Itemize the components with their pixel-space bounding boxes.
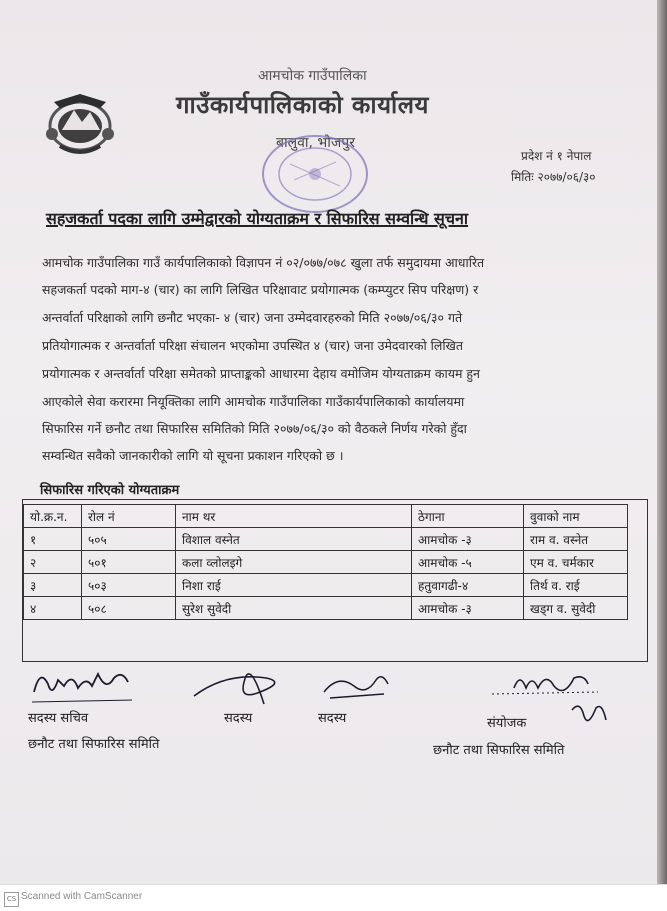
- table-row: [24, 528, 628, 551]
- member-secretary-label: सदस्य सचिव: [28, 711, 89, 726]
- page-edge-shadow: [657, 0, 667, 884]
- cell-roll: ५०३: [82, 574, 176, 597]
- committee-label-right: छनौट तथा सिफारिस समिति: [433, 743, 565, 758]
- member-label: सदस्य: [224, 711, 253, 726]
- cell-father: राम व. वस्नेत: [524, 528, 628, 551]
- table-row: [24, 551, 628, 574]
- cell-father: खड्ग व. सुवेदी: [524, 597, 628, 620]
- col-header-father: वुवाको नाम: [524, 505, 628, 528]
- cell-address: हतुवागढी-४: [412, 574, 524, 597]
- cell-roll: ५०५: [82, 528, 176, 551]
- notice-line: प्रतियोगात्मक र अन्तर्वार्ता परिक्षा संचालन भएकोमा उपस्थित ४ (चार) जना उमेदवारको लिखित: [42, 338, 463, 353]
- cell-address: आमचोक -५: [412, 551, 524, 574]
- nepal-emblem-icon: [40, 88, 120, 158]
- notice-line: सम्वन्धित सवैको जानकारीको लागि यो सूचना प्रकाशन गरिएको छ ।: [42, 448, 344, 463]
- cell-name: विशाल वस्नेत: [176, 528, 412, 551]
- cell-address: आमचोक -३: [412, 528, 524, 551]
- cell-roll: ५०१: [82, 551, 176, 574]
- recommendation-table-frame: [22, 499, 648, 662]
- table-row: [24, 574, 628, 597]
- notice-line: आमचोक गाउँपालिका गाउँ कार्यपालिकाको विज्ञापन नं ०२/०७७/०७८ खुला तर्फ समुदायमा आधारित: [42, 255, 485, 270]
- office-location: बालुवा, भोजपुर: [276, 135, 355, 151]
- notice-line: आएकोले सेवा करारमा नियूक्तिका लागि आमचोक गाउँपालिका गाउँकार्यपालिकाको कार्यालयमा: [42, 394, 465, 409]
- table-title: सिफारिस गरिएको योग्यताक्रम: [40, 483, 180, 498]
- col-header-address: ठेगाना: [412, 505, 524, 528]
- municipality-name: आमचोक गाउँपालिका: [258, 68, 367, 84]
- notice-line: सहजकर्ता पदको माग-४ (चार) का लागि लिखित परिक्षावाट प्रयोगात्मक (कम्प्युटर सिप परिक्षण) र: [42, 282, 479, 297]
- member1-signature-icon: [186, 662, 296, 714]
- notice-line: अन्तर्वार्ता परिक्षाको लागि छनौट भएका- ४ (चार) जना उम्मेदवारहरुको मिति २०७७/०६/३० गते: [42, 310, 463, 325]
- member2-signature-icon: [318, 666, 398, 706]
- notice-line: सिफारिस गर्ने छनौट तथा सिफारिस समितिको मिति २०७७/०६/३० को वैठकले निर्णय गरेको हुँदा: [42, 421, 467, 436]
- cell-father: तिर्थ व. राई: [524, 574, 628, 597]
- notice-line: प्रयोगात्मक र अन्तर्वार्ता परिक्षा समेतको प्राप्ताङ्कको आधारमा देहाय वमोजिम योग्यताक्रम कायम हुन: [42, 366, 480, 381]
- table-header-row: [24, 505, 628, 528]
- coordinator-label: संयोजक: [487, 716, 527, 731]
- cell-father: एम व. चर्मकार: [524, 551, 628, 574]
- committee-label-left: छनौट तथा सिफारिस समिति: [28, 737, 160, 752]
- recommendation-table: [23, 504, 628, 620]
- scanner-label: Scanned with CamScanner: [21, 891, 143, 902]
- cell-name: सुरेश सुवेदी: [176, 597, 412, 620]
- date-label: मितिः २०७७/०६/३०: [511, 170, 596, 184]
- col-header-name: नाम थर: [176, 505, 412, 528]
- cell-serial: २: [24, 551, 82, 574]
- province-label: प्रदेश नं १ नेपाल: [521, 149, 592, 163]
- member-label: सदस्य: [318, 711, 347, 726]
- cell-name: कला व्लोलइगे: [176, 551, 412, 574]
- cell-address: आमचोक -३: [412, 597, 524, 620]
- cell-serial: ४: [24, 597, 82, 620]
- secretary-signature-icon: [28, 662, 138, 706]
- cell-name: निशा राई: [176, 574, 412, 597]
- col-header-roll: रोल नं: [82, 505, 176, 528]
- table-row: [24, 597, 628, 620]
- notice-title: सहजकर्ता पदका लागि उम्मेद्वारको योग्यताक्रम र सिफारिस सम्वन्धि सूचना: [46, 209, 469, 228]
- office-title: गाउँकार्यपालिकाको कार्यालय: [176, 91, 429, 119]
- camscanner-logo-icon: CS: [4, 892, 19, 907]
- cell-serial: १: [24, 528, 82, 551]
- cell-roll: ५०८: [82, 597, 176, 620]
- cell-serial: ३: [24, 574, 82, 597]
- col-header-serial: यो.क्र.न.: [24, 505, 82, 528]
